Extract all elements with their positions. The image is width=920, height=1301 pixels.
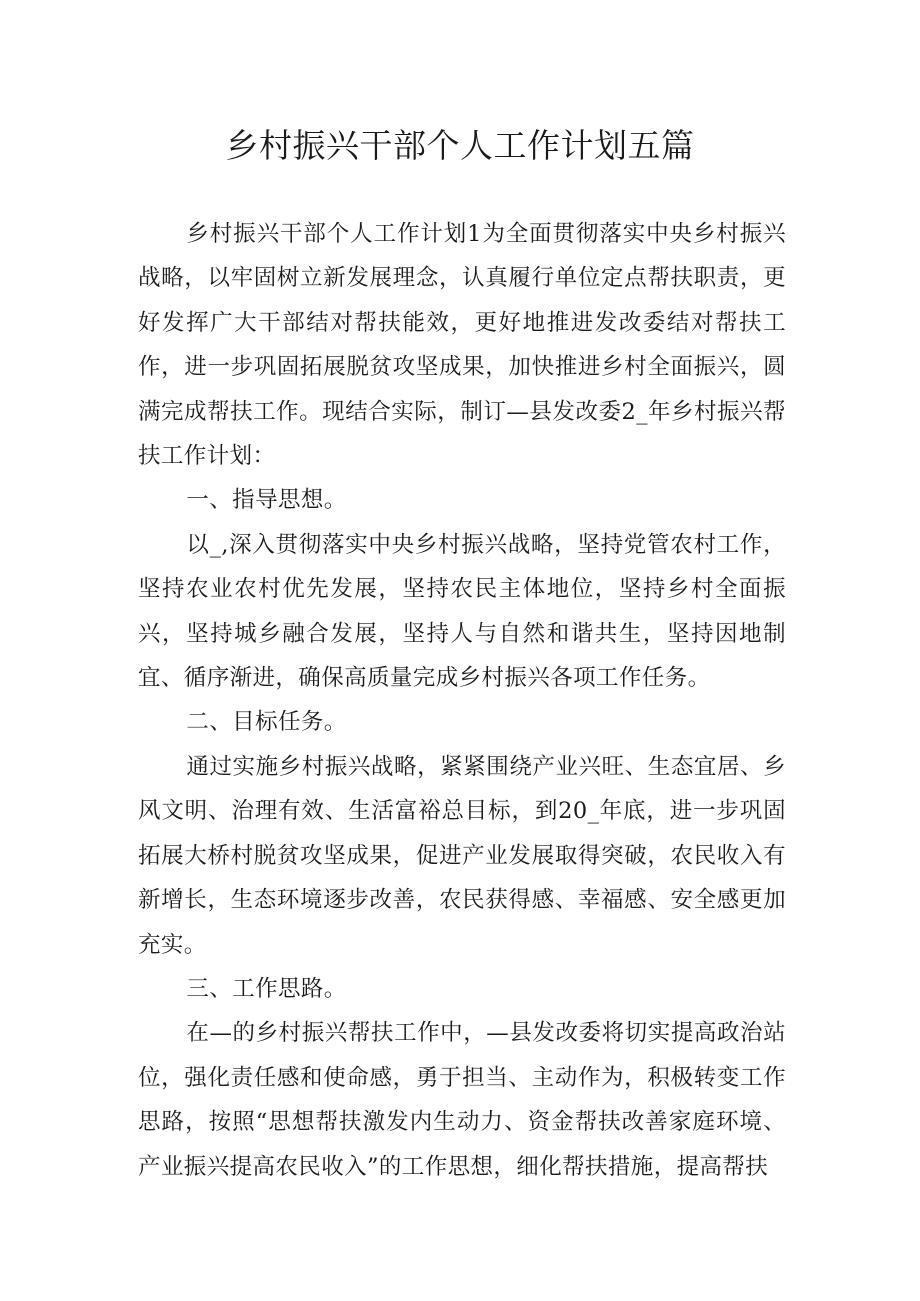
work-approach-paragraph: 在—的乡村振兴帮扶工作中，—县发改委将切实提高政治站位，强化责任感和使命感，勇于担当、主动作为，积极转变工作思路，按照“思想帮扶激发内生动力、资金帮扶改善家庭环境、产业振兴提高农民收入”的工作思想，细化帮扶措施，提高帮扶 — [138, 1020, 786, 1180]
section-heading-guiding-ideology: 一、指导思想。 — [186, 487, 347, 514]
guiding-ideology-paragraph: 以_,深入贯彻落实中央乡村振兴战略，坚持党管农村工作，坚持农业农村优先发展，坚持农民主体地位，坚持乡村全面振兴，坚持城乡融合发展，坚持人与自然和谐共生，坚持因地制宜、循序渐进，确保高质量完成乡村振兴各项工作任务。 — [138, 531, 786, 692]
document-title: 乡村振兴干部个人工作计划五篇 — [225, 126, 695, 165]
goals-paragraph: 通过实施乡村振兴战略，紧紧围绕产业兴旺、生态宜居、乡风文明、治理有效、生活富裕总目标，到20_年底，进一步巩固拓展大桥村脱贫攻坚成果，促进产业发展取得突破，农民收入有新增长，生态环境逐步改善，农民获得感、幸福感、安全感更加充实。 — [138, 753, 786, 958]
document-body — [138, 212, 786, 1189]
intro-paragraph: 乡村振兴干部个人工作计划1为全面贯彻落实中央乡村振兴战略，以牢固树立新发展理念，认真履行单位定点帮扶职责，更好发挥广大干部结对帮扶能效，更好地推进发改委结对帮扶工作，进一步巩固拓展脱贫攻坚成果，加快推进乡村全面振兴，圆满完成帮扶工作。现结合实际，制订—县发改委2_年乡村振兴帮扶工作计划： — [138, 221, 786, 470]
section-heading-work-approach: 三、工作思路。 — [186, 975, 347, 1002]
section-heading-goals: 二、目标任务。 — [186, 709, 347, 736]
